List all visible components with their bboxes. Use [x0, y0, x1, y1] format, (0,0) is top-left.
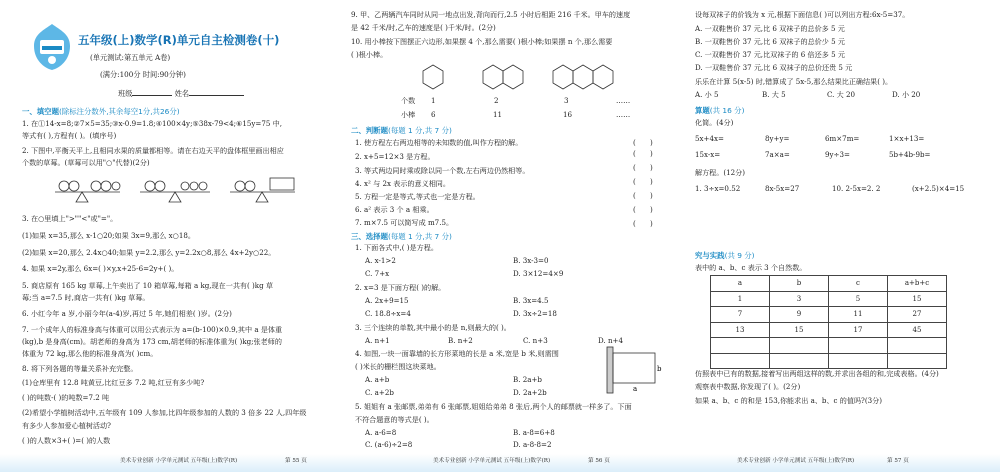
q7-opt-d[interactable]: D. 小 20: [892, 90, 921, 99]
q7-stem: 乐乐在计算 5(x-5) 时,错算成了 5x-5,那么结果比正确结果( )。: [695, 77, 893, 86]
simplify-3: 6m×7m=: [825, 134, 860, 143]
q4-line: 4. 如果 x=2y,那么 6x=( )×y,x+25-6=2y+( )。: [22, 264, 179, 273]
judge-2: 2. x+5=12×3 是方程。: [355, 152, 435, 161]
table-cell: 45: [888, 322, 947, 338]
table-row-blank[interactable]: [711, 338, 947, 354]
unit-subtitle: (单元测试:第五单元 A卷): [90, 53, 171, 62]
simplify-2: 8y+y=: [765, 134, 790, 143]
choice-5-question: 5. 姐姐有 a 张邮票,弟弟有 6 张邮票,姐姐给弟弟 8 张后,两个人的邮票就一样多了。下面: [355, 402, 632, 411]
q6-opt-a[interactable]: A. 一双鞋售价 37 元,比 6 双袜子的总价多 5 元: [695, 24, 845, 33]
choice-4-d[interactable]: D. 2a+2b: [513, 388, 547, 397]
table-cell[interactable]: [711, 338, 770, 354]
table-header: b: [770, 276, 829, 292]
q9-line2: 是 42 千米/时,乙车的速度是( )千米/时。(2分): [351, 23, 496, 32]
table-cell[interactable]: [770, 353, 829, 369]
judge-5: 5. 方程一定是等式,等式也一定是方程。: [355, 192, 480, 201]
choice-3-a[interactable]: A. n+1: [365, 336, 390, 345]
table-header-row: [711, 276, 947, 292]
page-number: 第 57 页: [887, 458, 909, 464]
table-row-blank[interactable]: [711, 353, 947, 369]
q7-opt-a[interactable]: A. 小 5: [695, 90, 719, 99]
section-fill-in: 一、填空题(除标注分数外,其余每空1分,共26分): [22, 107, 180, 116]
section-explore: 究与实践(共 9 分): [695, 251, 755, 260]
q8-line1: 8. 将下列各题的等量关系补充完整。: [22, 364, 138, 373]
judge-6: 6. a² 表示 3 个 a 相乘。: [355, 205, 434, 214]
table-header: a: [711, 276, 770, 292]
choice-5-a[interactable]: A. a-6=8: [365, 428, 397, 437]
choice-1-d[interactable]: D. 3×12=4×9: [513, 269, 564, 278]
book-logo-icon: [30, 22, 74, 72]
score-time: (满分:100分 时间:90分钟): [100, 70, 186, 79]
table-cell: 7: [711, 307, 770, 323]
number-table: [710, 275, 947, 369]
q10-line2: ( )根小棒。: [351, 50, 388, 59]
q6-opt-b[interactable]: B. 一双鞋售价 37 元,比 6 双袜子的总价少 5 元: [695, 37, 845, 46]
hex-stick-row: 小棒 6 11 16 ……: [401, 110, 631, 119]
table-cell: 3: [770, 291, 829, 307]
q6-opt-d[interactable]: D. 一双鞋售价 37 元,比 6 双袜子的总价还贵 5 元: [695, 63, 853, 72]
choice-2-d[interactable]: D. 3x÷2=18: [513, 309, 557, 318]
choice-1-b[interactable]: B. 3x-3=0: [513, 256, 549, 265]
balance-scales-figure: [50, 172, 300, 206]
solve-label: 解方程。(12分): [695, 168, 746, 177]
choice-5-b[interactable]: B. a-8=6+8: [513, 428, 555, 437]
table-cell[interactable]: [829, 353, 888, 369]
explore-q3: 如果 a、b、c 的和是 153,你能求出 a、b、c 的值吗?(3分): [695, 396, 882, 405]
choice-1-question: 1. 下面各式中,( )是方程。: [355, 243, 438, 252]
choice-5-question-cont: 不符合题意的等式是( )。: [355, 415, 434, 424]
table-cell: 9: [770, 307, 829, 323]
choice-4-b[interactable]: B. 2a+b: [513, 375, 542, 384]
solve-2: 8x-5x=27: [765, 184, 800, 193]
page-57: [667, 0, 1000, 472]
q8-line3: ( )的吨数-( )的吨数=7.2 吨: [22, 393, 110, 402]
choice-3-question: 3. 三个连续的单数,其中最小的是 n,则最大的( )。: [355, 323, 511, 332]
q3-line1: 3. 在○里填上">""<"或"="。: [22, 214, 118, 223]
choice-2-b[interactable]: B. 3x=4.5: [513, 296, 549, 305]
table-row: [711, 307, 947, 323]
table-cell[interactable]: [711, 353, 770, 369]
choice-5-c[interactable]: C. (a-6)÷2=8: [365, 440, 413, 449]
choice-2-a[interactable]: A. 2x+9=15: [365, 296, 409, 305]
choice-1-c[interactable]: C. 7+x: [365, 269, 390, 278]
simplify-8: 5b+4b-9b=: [889, 150, 931, 159]
judge-4: 4. x² 与 2x 表示的意义相同。: [355, 179, 450, 188]
section-calc: 算题(共 16 分): [695, 106, 745, 115]
section-judge: 二、判断题(每题 1 分,共 7 分): [351, 126, 452, 135]
q1-line1: 1. 在①14-x=8;②7×5=35;③x-0.9=1.8;④100×4y;⑤38x-79<4;⑥15y=75 中,: [22, 119, 282, 128]
garden-wall-figure: [605, 345, 665, 395]
table-cell[interactable]: [829, 338, 888, 354]
judge-3: 3. 等式两边同时乘或除以同一个数,左右两边仍然相等。: [355, 166, 530, 175]
judge-1: 1. 使方程左右两边相等的未知数的值,叫作方程的解。: [355, 138, 523, 147]
judge-answer-boxes[interactable]: ( ) ( ) ( ) ( ) ( ) ( ) ( ): [633, 138, 653, 228]
solve-3: 10. 2-5x=2. 2: [832, 184, 881, 193]
page-footer: 美术专业创新 小学单元测试 五年级(上)数学(R) 第 55 页: [0, 446, 333, 472]
table-cell: 27: [888, 307, 947, 323]
page-55: [0, 0, 333, 472]
judge-7: 7. m×7.5 可以简写成 m7.5。: [355, 218, 454, 227]
explore-q2: 观察表中数据,你发现了( )。(2分): [695, 382, 801, 391]
simplify-6: 7a×a=: [765, 150, 790, 159]
table-cell: 11: [829, 307, 888, 323]
q6-stem: 设每双袜子的价钱为 x 元,根据下面信息( )可以列出方程:6x-5=37。: [695, 10, 910, 19]
section-choice: 三、选择题(每题 1 分,共 7 分): [351, 232, 452, 241]
simplify-7: 9y÷3=: [825, 150, 850, 159]
class-field: 班级 姓名: [118, 88, 244, 99]
q6-line: 6. 小红今年 a 岁,小丽今年(a-4)岁,再过 5 年,她们相差( )岁。(2分): [22, 309, 232, 318]
choice-4-question: 4. 如图,一块一面靠墙的长方形菜地的长是 a 米,宽是 b 米,则需围: [355, 349, 559, 358]
table-cell[interactable]: [770, 338, 829, 354]
q7-line2: (kg),b 是身高(cm)。胡老师的身高为 173 cm,胡老师的标准体重为( )kg;张老师的: [22, 337, 282, 346]
choice-4-a[interactable]: A. a+b: [365, 375, 390, 384]
q7-line3: 体重为 72 kg,那么他的标准身高为( )cm。: [22, 349, 158, 358]
q8-line4: (2)希望小学植树活动中,五年级有 109 人参加,比四年级参加的人数的 3 倍多 22 人,四年级: [22, 408, 307, 417]
simplify-4: 1×x+13=: [889, 134, 925, 143]
q5-line1: 5. 商店原有 165 kg 草莓,上午卖出了 10 箱草莓,每箱 a kg,现在一共有( )kg 草: [22, 281, 273, 290]
page-title: 五年级(上)数学(R)单元自主检测卷(十): [78, 33, 280, 47]
q10-line1: 10. 用小棒按下图摆正六边形,如果摆 4 个,那么需要( )根小棒;如果摆 n 个,那么需要: [351, 37, 613, 46]
table-cell: 1: [711, 291, 770, 307]
q8-line6: ( )的人数×3+( )=( )的人数: [22, 436, 111, 445]
q3-line3: (2)如果 x=20,那么 2.4x○40;如果 y=2.2,那么 y=2.2x○8,那么 4x+2y○22。: [22, 248, 276, 257]
simplify-label: 化简。(4分): [695, 118, 734, 127]
figure-label-b: b: [657, 365, 662, 373]
solve-4: (x+2.5)×4=15: [912, 184, 965, 193]
table-cell: 15: [888, 291, 947, 307]
figure-label-a: a: [633, 385, 638, 393]
choice-1-a[interactable]: A. x-1>2: [365, 256, 396, 265]
q8-line5: 有多少人参加爱心植树活动?: [22, 421, 111, 430]
q5-line2: 莓;当 a=7.5 时,商店一共有( )kg 草莓。: [22, 293, 150, 302]
table-header: a+b+c: [888, 276, 947, 292]
table-intro: 表中的 a、b、c 表示 3 个自然数。: [695, 263, 807, 272]
choice-2-c[interactable]: C. 18.8÷x=4: [365, 309, 411, 318]
table-header: c: [829, 276, 888, 292]
page-footer: 美术专业创新 小学单元测试 五年级(上)数学(R) 第 57 页: [667, 446, 1000, 472]
q2-line2: 个数的草莓。(草莓可以用"○"代替)(2分): [22, 158, 150, 167]
page-number: 第 56 页: [588, 458, 610, 464]
table-cell[interactable]: [888, 338, 947, 354]
table-row: [711, 322, 947, 338]
q7-opt-b[interactable]: B. 大 5: [762, 90, 786, 99]
solve-1: 1. 3÷x=0.52: [695, 184, 741, 193]
table-cell: 13: [711, 322, 770, 338]
choice-5-d[interactable]: D. a-8-8=2: [513, 440, 552, 449]
table-row: [711, 291, 947, 307]
hexagon-figure: [413, 63, 663, 93]
q2-line1: 2. 下图中,平衡天平上,且相同水果的质量都相等。请在右边天平的盘体框里画出相应: [22, 146, 284, 155]
page-footer: 美术专业创新 小学单元测试 五年级(上)数学(R) 第 56 页: [333, 446, 667, 472]
choice-3-d[interactable]: D. n+4: [598, 336, 623, 345]
table-cell[interactable]: [888, 353, 947, 369]
q8-line2: (1)仓库里有 12.8 吨黄豆,比红豆多 7.2 吨,红豆有多少吨?: [22, 378, 205, 387]
choice-4-c[interactable]: C. a+2b: [365, 388, 394, 397]
table-cell: 5: [829, 291, 888, 307]
explore-q1: 仿照表中已有的数据,接着写出两组这样的数,并求出各组的和,完成表格。(4分): [695, 369, 939, 378]
choice-3-b[interactable]: B. n+2: [448, 336, 473, 345]
simplify-5: 15x-x=: [695, 150, 721, 159]
q1-line2: 等式有( ),方程有( )。(填序号): [22, 131, 117, 140]
table-cell: 15: [770, 322, 829, 338]
hex-count-row: 个数 1 2 3 ……: [401, 96, 631, 105]
choice-4-question-cont: ( )米长的栅栏围这块菜地。: [355, 362, 441, 371]
q7-opt-c[interactable]: C. 大 20: [827, 90, 856, 99]
q6-opt-c[interactable]: C. 一双鞋售价 37 元,比双袜子的 6 倍还多 5 元: [695, 50, 845, 59]
choice-3-c[interactable]: C. n+3: [523, 336, 548, 345]
simplify-1: 5x+4x=: [695, 134, 724, 143]
choice-2-question: 2. x=3 是下面方程( )的解。: [355, 283, 446, 292]
table-cell: 17: [829, 322, 888, 338]
page-56: [333, 0, 667, 472]
page-number: 第 55 页: [285, 458, 307, 464]
q7-line1: 7. 一个成年人的标准身高与体重可以用公式表示为 a=(b-100)×0.9,其中 a 是体重: [22, 325, 283, 334]
q3-line2: (1)如果 x=35,那么 x-1○20;如果 3x=9,那么 x○18。: [22, 231, 195, 240]
q9-line1: 9. 甲、乙两辆汽车同时从同一地点出发,背向而行,2.5 小时后相距 216 千米。甲车的速度: [351, 10, 631, 19]
